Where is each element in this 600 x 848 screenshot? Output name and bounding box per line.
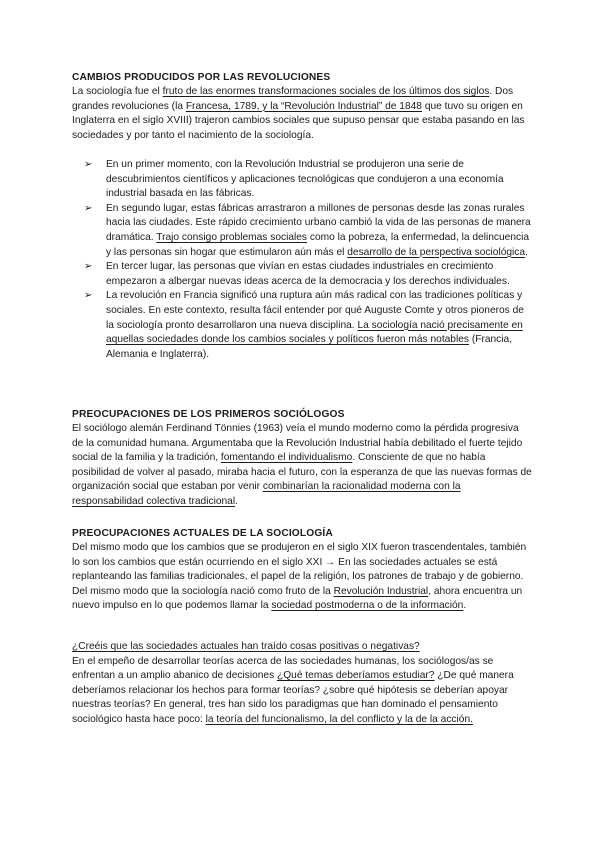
text-run: En el empeño de desarrollar teorías acerca de las sociedades humanas, los sociólogos/as se enfrentan a un amplio abanico de decisiones [72,655,494,682]
intro-paragraph [72,85,532,143]
text-run: ¿De qué manera deberíamos relacionar los hechos para formar teorías? ¿sobre qué hipótesis se deberían apoyar nuestras teorías? En general, tres han sido los paradigmas que han dominado el pensamiento sociológico hasta hace poco: [72,670,514,725]
text-run: . [525,246,528,258]
arrow-bullet-icon: ➢ [84,159,93,170]
underlined-text: ¿Qué temas deberíamos estudiar? [277,670,435,682]
text-run: que tuvo su origen en Inglaterra en el siglo XVIII) trajeron cambios sociales que supuso pensar que estaba pasando en las sociedades y por tanto el nacimiento de la sociología. [72,100,525,141]
underlined-question: ¿Creéis que las sociedades actuales han traído cosas positivas o negativas? [72,641,420,652]
bullet-list-block [72,158,532,362]
text-run: . Dos grandes revoluciones (la [72,86,514,112]
arrow-bullet-icon: ➢ [84,202,93,214]
text-run: como la pobreza, la enfermedad, la delincuencia y las personas sin hogar que estimularon aún más el [106,231,530,258]
text-run: , ahora encuentra un nuevo impulso en lo que podemos llamar la [72,585,523,612]
text-run: . [235,495,238,507]
list-item [72,158,532,202]
underlined-text: sociedad postmoderna o de la información [271,600,464,612]
section-preocupaciones-actuales [72,527,532,614]
text-run: (Francia, Alemania e Inglaterra). [106,334,513,360]
list-item [72,202,532,260]
paragraph [72,541,532,614]
section-title: PREOCUPACIONES DE LOS PRIMEROS SOCIÓLOGOS [72,409,345,420]
underlined-text: Trajo consigo problemas sociales [156,231,308,243]
underlined-text: La sociología nació precisamente en aquellas sociedades donde los cambios sociales y políticos fueron más notables [106,319,523,346]
paragraph [72,422,532,510]
text-run: La revolución en Francia significó una ruptura aún más radical con las tradiciones políticas y sociales. En este contexto, resulta fácil entender por qué Auguste Comte y otros pioneros de la sociología pronto desarrollaron una nueva disciplina. [106,290,524,331]
text-run: . [463,600,467,612]
paragraph [72,655,532,728]
underlined-text: Revolución Industrial [333,585,429,597]
text-run: En un primer momento, con la Revolución Industrial se produjeron una serie de descubrimientos científicos y aplicaciones tecnológicas que condujeron a una economía industrial basada en las fábricas. [106,159,504,200]
arrow-bullet-icon: ➢ [84,261,93,273]
list-item [72,260,532,289]
text-run: Del mismo modo que los cambios que se produjeron en el siglo XIX fueron trascendentales, también lo son los cambios que están ocurriendo en el siglo XXI → En las sociedades actuales se está replanteando las familias tradicionales, el papel de la religión, los patrones de trabajo y de gobierno. Del mismo modo que la sociología nació como fruto de la [72,542,527,597]
text-run: El sociólogo alemán Ferdinand Tönnies (1963) veía el mundo moderno como la pérdida progresiva de la comunidad humana. Argumentaba que la Revolución Industrial había debilitado el fuerte tejido social de la familia y la tradición, [72,423,523,464]
text-run: En tercer lugar, las personas que vivían en estas ciudades industriales en crecimiento empezaron a albergar nuevas ideas acerca de la democracia y los derechos individuales. [106,261,510,287]
list-item [72,289,532,362]
section-title: CAMBIOS PRODUCIDOS POR LAS REVOLUCIONES [72,72,331,83]
underlined-text: la teoría del funcionalismo, la del conflicto y la de la acción. [205,713,473,725]
section-title: PREOCUPACIONES ACTUALES DE LA SOCIOLOGÍA [72,528,333,539]
question-block [72,640,532,728]
text-run: En segundo lugar, estas fábricas arrastraron a millones de personas desde las zonas rurales hacia las ciudades. Este rápido crecimiento urbano cambió la vida de las personas de manera dramática. [106,202,531,243]
bullet-list [72,158,532,362]
underlined-text: Francesa, 1789, y la “Revolución Industrial” de 1848 [185,100,422,112]
section-primeros-sociologos [72,408,532,510]
section-cambios [72,71,532,143]
underlined-text: fomentando el individualismo [220,452,353,464]
arrow-bullet-icon: ➢ [84,290,93,302]
question-paragraph [72,640,532,655]
text-run: La sociología fue el [72,86,163,97]
underlined-text: fruto de las enormes transformaciones sociales de los últimos dos siglos [162,86,490,97]
underlined-text: desarrollo de la perspectiva sociológica [347,246,526,258]
text-run: . Consciente de que no había posibilidad de volver al pasado, miraba hacia el futuro, con la esperanza de que las nuevas formas de organización social que estaban por venir [72,452,532,493]
underlined-text: combinarían la racionalidad moderna con la responsabilidad colectiva tradicional [72,481,461,507]
